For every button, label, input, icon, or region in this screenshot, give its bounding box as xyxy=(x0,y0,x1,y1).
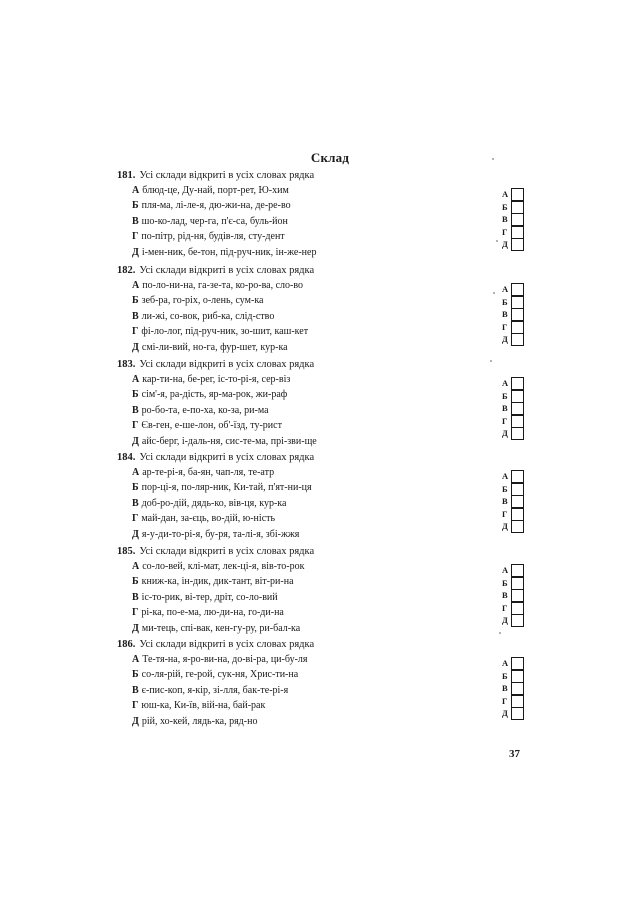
option-text: зеб-ра, го-ріх, о-лень, сум-ка xyxy=(141,295,264,307)
answer-row xyxy=(502,483,532,496)
answer-checkbox[interactable] xyxy=(511,670,524,683)
answer-letter: А xyxy=(502,378,509,388)
option-text: сім'-я, ра-дість, яр-ма-рок, жи-раф xyxy=(141,389,288,401)
answer-checkbox[interactable] xyxy=(511,707,524,720)
option-letter: В xyxy=(132,591,139,603)
question-number: 181. xyxy=(117,170,136,181)
answer-letter: А xyxy=(502,565,509,575)
answer-row xyxy=(502,682,532,695)
option-text: Те-тя-на, я-ро-ви-на, до-ві-ра, ци-бу-ля xyxy=(142,654,308,665)
option-e xyxy=(117,527,537,542)
question-prompt: Усі склади відкриті в усіх словах рядка xyxy=(139,265,315,276)
answer-boxes-185 xyxy=(502,564,532,627)
answer-checkbox[interactable] xyxy=(511,226,524,239)
answer-row xyxy=(502,470,532,483)
option-e xyxy=(117,714,537,729)
answer-row xyxy=(502,695,532,708)
option-letter: Д xyxy=(132,246,139,258)
answer-checkbox[interactable] xyxy=(511,427,524,440)
option-b xyxy=(117,574,537,589)
answer-letter: Д xyxy=(502,708,508,719)
answer-letter: В xyxy=(502,214,508,225)
option-b xyxy=(117,387,537,402)
option-d xyxy=(117,229,537,244)
page-title: Склад xyxy=(310,150,350,165)
answer-row xyxy=(502,657,532,670)
option-a xyxy=(117,278,537,293)
question-header xyxy=(117,637,537,652)
question-prompt: Усі склади відкриті в усіх словах рядка xyxy=(139,452,315,463)
option-text: кар-ти-на, бе-рег, іс-то-рі-я, сер-віз xyxy=(142,374,291,385)
option-c xyxy=(117,214,537,229)
answer-checkbox[interactable] xyxy=(511,589,524,602)
answer-letter: Д xyxy=(502,239,508,250)
option-b xyxy=(117,667,537,682)
question-number: 182. xyxy=(117,265,136,276)
answer-row xyxy=(502,226,532,239)
answer-checkbox[interactable] xyxy=(511,483,524,496)
option-d xyxy=(117,511,537,526)
answer-row xyxy=(502,213,532,226)
option-b xyxy=(117,480,537,495)
option-letter: Г xyxy=(132,513,139,525)
answer-row xyxy=(502,577,532,590)
option-a xyxy=(117,465,537,480)
answer-letter: Г xyxy=(502,602,508,613)
answer-letter: В xyxy=(502,590,508,601)
option-e xyxy=(117,621,537,636)
option-c xyxy=(117,590,537,605)
answer-row xyxy=(502,670,532,683)
option-c xyxy=(117,683,537,698)
answer-row xyxy=(502,308,532,321)
option-text: смі-ли-вий, но-га, фур-шет, кур-ка xyxy=(141,341,288,353)
option-text: со-ля-рій, ге-рой, сук-ня, Хрис-ти-на xyxy=(141,669,299,681)
answer-row xyxy=(502,427,532,440)
question-184 xyxy=(117,450,537,542)
answer-row xyxy=(502,508,532,521)
option-text: по-ло-ни-на, га-зе-та, ко-ро-ва, сло-во xyxy=(142,280,304,291)
answer-row xyxy=(502,564,532,577)
option-d xyxy=(117,698,537,713)
question-number: 185. xyxy=(117,546,136,557)
option-letter: Д xyxy=(132,715,139,727)
answer-checkbox[interactable] xyxy=(511,577,524,590)
option-text: і-мен-ник, бе-тон, під-руч-ник, ін-же-нер xyxy=(141,246,317,258)
question-183 xyxy=(117,357,537,449)
answer-row xyxy=(502,602,532,615)
question-181 xyxy=(117,168,537,260)
question-number: 184. xyxy=(117,452,136,463)
answer-row xyxy=(502,495,532,508)
answer-boxes-182 xyxy=(502,283,532,346)
option-letter: Б xyxy=(132,200,139,212)
answer-letter: Г xyxy=(502,415,508,426)
question-182 xyxy=(117,263,537,355)
option-d xyxy=(117,605,537,620)
answer-letter: Д xyxy=(502,615,508,626)
option-letter: В xyxy=(132,404,139,416)
answer-letter: А xyxy=(502,284,509,294)
question-header xyxy=(117,450,537,465)
option-text: юш-ка, Ки-їв, вій-на, бай-рак xyxy=(141,700,266,712)
answer-checkbox[interactable] xyxy=(511,213,524,226)
answer-letter: В xyxy=(502,683,508,694)
answer-row xyxy=(502,333,532,346)
question-186 xyxy=(117,637,537,729)
option-text: со-ло-вей, клі-мат, лек-ці-я, вів-то-рок xyxy=(142,561,305,572)
answer-boxes-181 xyxy=(502,188,532,251)
answer-letter: Б xyxy=(502,670,508,681)
option-text: пля-ма, лі-ле-я, дю-жи-на, де-ре-во xyxy=(141,200,291,212)
option-text: блюд-це, Ду-най, порт-рет, Ю-хим xyxy=(142,185,289,196)
option-letter: Г xyxy=(132,420,139,432)
option-a xyxy=(117,652,537,667)
question-185 xyxy=(117,544,537,636)
option-text: ар-те-рі-я, ба-ян, чап-ля, те-атр xyxy=(142,467,275,478)
answer-checkbox[interactable] xyxy=(511,508,524,521)
answer-letter: Б xyxy=(502,201,508,212)
answer-checkbox[interactable] xyxy=(511,308,524,321)
option-d xyxy=(117,418,537,433)
answer-letter: Б xyxy=(502,577,508,588)
option-text: я-у-ди-то-рі-я, бу-ря, та-лі-я, збі-жжя xyxy=(141,528,300,540)
option-text: ли-жі, со-вок, риб-ка, слід-ство xyxy=(141,310,275,322)
answer-letter: Б xyxy=(502,483,508,494)
question-number: 183. xyxy=(117,359,136,370)
option-letter: В xyxy=(132,310,139,322)
option-letter: Г xyxy=(132,607,139,619)
answer-row xyxy=(502,296,532,309)
option-e xyxy=(117,434,537,449)
option-text: май-дан, за-єць, во-дій, ю-ність xyxy=(141,513,276,525)
answer-row xyxy=(502,614,532,627)
option-letter: В xyxy=(132,215,139,227)
answer-boxes-183 xyxy=(502,377,532,440)
answer-letter: Г xyxy=(502,321,508,332)
answer-checkbox[interactable] xyxy=(511,201,524,214)
option-text: рі-ка, по-е-ма, лю-ди-на, го-ди-на xyxy=(141,607,284,619)
answer-letter: А xyxy=(502,471,509,481)
answer-letter: А xyxy=(502,658,509,668)
option-text: айс-берг, і-даль-ня, сис-те-ма, прі-зви-ще xyxy=(141,435,317,447)
answer-checkbox[interactable] xyxy=(511,495,524,508)
option-letter: А xyxy=(132,280,140,291)
question-header xyxy=(117,544,537,559)
question-header xyxy=(117,357,537,372)
answer-checkbox[interactable] xyxy=(511,238,524,251)
answer-letter: Д xyxy=(502,521,508,532)
answer-checkbox[interactable] xyxy=(511,283,524,296)
option-c xyxy=(117,309,537,324)
answer-checkbox[interactable] xyxy=(511,377,524,390)
answer-row xyxy=(502,415,532,428)
answer-boxes-186 xyxy=(502,657,532,720)
question-number: 186. xyxy=(117,639,136,650)
answer-checkbox[interactable] xyxy=(511,520,524,533)
answer-letter: А xyxy=(502,189,509,199)
option-text: рій, хо-кей, лядь-ка, ряд-но xyxy=(141,715,258,727)
answer-letter: В xyxy=(502,496,508,507)
answer-row xyxy=(502,402,532,415)
answer-checkbox[interactable] xyxy=(511,564,524,577)
option-text: шо-ко-лад, чер-га, п'є-са, буль-йон xyxy=(141,215,288,227)
question-prompt: Усі склади відкриті в усіх словах рядка xyxy=(139,170,315,181)
option-d xyxy=(117,324,537,339)
answer-letter: Д xyxy=(502,334,508,345)
option-letter: Д xyxy=(132,435,139,447)
option-a xyxy=(117,559,537,574)
answer-checkbox[interactable] xyxy=(511,682,524,695)
answer-row xyxy=(502,283,532,296)
answer-row xyxy=(502,201,532,214)
option-letter: Д xyxy=(132,528,139,540)
answer-row xyxy=(502,520,532,533)
answer-boxes-184 xyxy=(502,470,532,533)
answer-row xyxy=(502,589,532,602)
option-letter: Г xyxy=(132,326,139,338)
option-text: ми-тець, спі-вак, кен-гу-ру, ри-бал-ка xyxy=(141,622,301,634)
option-text: ро-бо-та, е-по-ха, ко-за, ри-ма xyxy=(141,404,269,416)
option-letter: Д xyxy=(132,341,139,353)
option-text: пор-ці-я, по-ляр-ник, Ки-тай, п'ят-ни-ця xyxy=(141,482,312,494)
option-text: є-пис-коп, я-кір, зі-лля, бак-те-рі-я xyxy=(141,684,289,696)
answer-checkbox[interactable] xyxy=(511,188,524,201)
question-prompt: Усі склади відкриті в усіх словах рядка xyxy=(139,546,315,557)
page-number: 37 xyxy=(509,748,520,760)
option-letter: А xyxy=(132,467,140,478)
option-letter: Б xyxy=(132,482,139,494)
answer-letter: Б xyxy=(502,390,508,401)
option-text: Єв-ген, е-ше-лон, об'-їзд, ту-рист xyxy=(141,420,282,432)
answer-checkbox[interactable] xyxy=(511,333,524,346)
answer-row xyxy=(502,321,532,334)
answer-row xyxy=(502,377,532,390)
answer-checkbox[interactable] xyxy=(511,296,524,309)
answer-letter: В xyxy=(502,403,508,414)
option-letter: А xyxy=(132,654,140,665)
question-header xyxy=(117,263,537,278)
option-letter: Д xyxy=(132,622,139,634)
answer-letter: В xyxy=(502,309,508,320)
question-prompt: Усі склади відкриті в усіх словах рядка xyxy=(139,359,315,370)
question-prompt: Усі склади відкриті в усіх словах рядка xyxy=(139,639,315,650)
answer-checkbox[interactable] xyxy=(511,402,524,415)
option-letter: А xyxy=(132,374,140,385)
option-text: по-пітр, рід-ня, будів-ля, сту-дент xyxy=(141,231,285,243)
option-e xyxy=(117,245,537,260)
option-e xyxy=(117,340,537,355)
answer-checkbox[interactable] xyxy=(511,415,524,428)
answer-row xyxy=(502,188,532,201)
answer-letter: Д xyxy=(502,428,508,439)
answer-checkbox[interactable] xyxy=(511,470,524,483)
option-letter: Г xyxy=(132,700,139,712)
option-c xyxy=(117,403,537,418)
answer-checkbox[interactable] xyxy=(511,321,524,334)
answer-checkbox[interactable] xyxy=(511,614,524,627)
option-c xyxy=(117,496,537,511)
option-text: доб-ро-дій, дядь-ко, вів-ця, кур-ка xyxy=(141,497,287,509)
answer-checkbox[interactable] xyxy=(511,695,524,708)
option-letter: В xyxy=(132,497,139,509)
option-text: книж-ка, ін-дик, дик-тант, віт-ри-на xyxy=(141,576,294,588)
answer-letter: Г xyxy=(502,695,508,706)
answer-letter: Б xyxy=(502,296,508,307)
option-b xyxy=(117,293,537,308)
answer-checkbox[interactable] xyxy=(511,390,524,403)
option-text: фі-ло-лог, під-руч-ник, зо-шит, каш-кет xyxy=(141,326,309,338)
option-letter: Б xyxy=(132,669,139,681)
option-letter: Б xyxy=(132,389,139,401)
answer-checkbox[interactable] xyxy=(511,657,524,670)
option-letter: В xyxy=(132,684,139,696)
option-letter: Б xyxy=(132,576,139,588)
answer-row xyxy=(502,238,532,251)
answer-checkbox[interactable] xyxy=(511,602,524,615)
option-letter: А xyxy=(132,561,140,572)
option-a xyxy=(117,372,537,387)
answer-letter: Г xyxy=(502,508,508,519)
option-letter: Б xyxy=(132,295,139,307)
option-text: іс-то-рик, ві-тер, дріт, со-ло-вий xyxy=(141,591,278,603)
answer-row xyxy=(502,390,532,403)
option-b xyxy=(117,198,537,213)
question-header xyxy=(117,168,537,183)
option-a xyxy=(117,183,537,198)
answer-row xyxy=(502,707,532,720)
option-letter: Г xyxy=(132,231,139,243)
answer-letter: Г xyxy=(502,226,508,237)
option-letter: А xyxy=(132,185,140,196)
